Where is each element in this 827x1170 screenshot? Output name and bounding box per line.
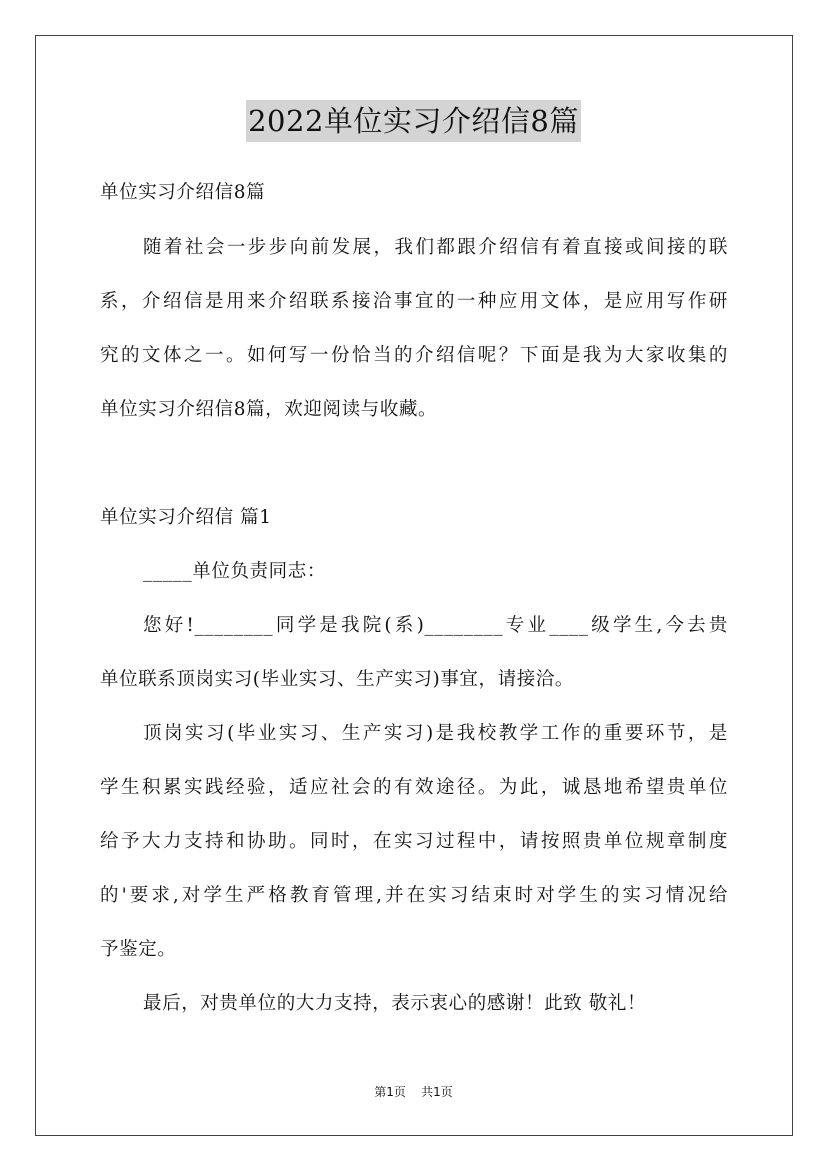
page-footer [0,1084,827,1100]
intro-line: 系，介绍信是用来介绍联系接洽事宜的一种应用文体，是应用写作研 [100,291,728,312]
intro-line: 单位实习介绍信8篇，欢迎阅读与收藏。 [100,399,438,420]
document-title: 2022单位实习介绍信8篇 [246,100,581,142]
body-line: 顶岗实习(毕业实习、生产实习)是我校教学工作的重要环节，是 [143,723,728,744]
body-line: 予鉴定。 [100,939,177,960]
body-line: 单位联系顶岗实习(毕业实习、生产实习)事宜，请接洽。 [100,669,575,690]
intro-line: 随着社会一步步向前发展，我们都跟介绍信有着直接或间接的联 [143,237,728,258]
salutation: _____单位负责同志： [143,561,326,582]
body-line: 学生积累实践经验，适应社会的有效途径。为此，诚恳地希望贵单位 [100,777,728,798]
document-subtitle: 单位实习介绍信8篇 [100,182,266,203]
intro-line: 究的文体之一。如何写一份恰当的介绍信呢？下面是我为大家收集的 [100,345,728,366]
page-number: 第1页 [374,1085,406,1099]
body-line: 的'要求,对学生严格教育管理,并在实习结束时对学生的实习情况给 [100,885,728,906]
page-total: 共1页 [421,1085,453,1099]
section-heading: 单位实习介绍信 篇1 [100,507,272,528]
body-line: 给予大力支持和协助。同时，在实习过程中，请按照贵单位规章制度 [100,831,728,852]
body-line: 最后，对贵单位的大力支持，表示衷心的感谢！此致 敬礼！ [143,993,647,1014]
body-line: 您好!________同学是我院(系)________专业____级学生,今去贵 [143,615,728,636]
title-container [0,100,827,142]
